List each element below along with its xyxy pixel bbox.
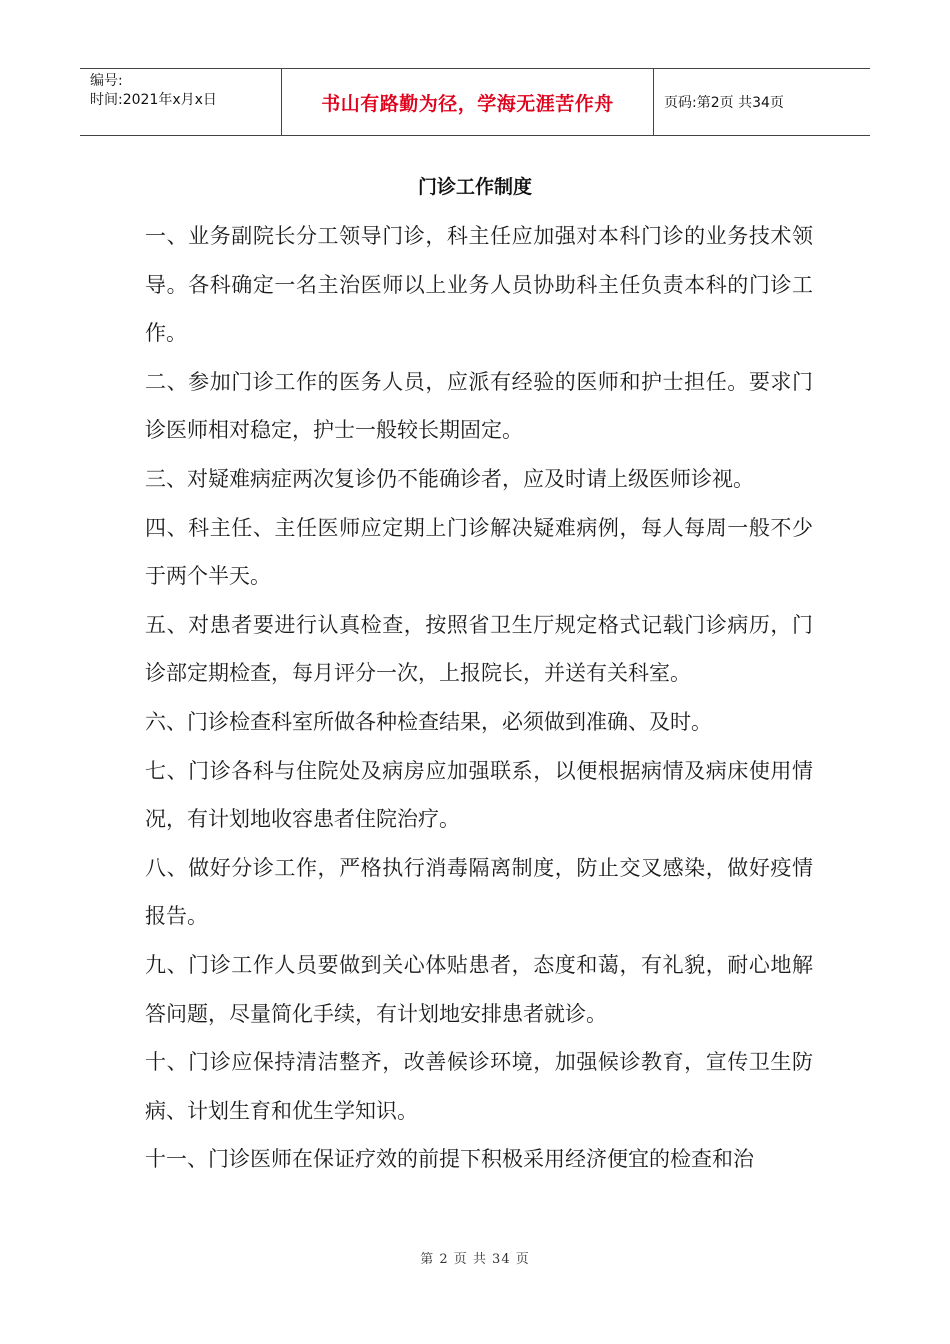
header-motto: 书山有路勤为径，学海无涯苦作舟 — [282, 69, 654, 135]
page-footer: 第 2 页 共 34 页 — [420, 1252, 530, 1267]
document-date-label: 时间:2021年x月x日 — [90, 92, 217, 108]
document-header — [80, 68, 870, 136]
paragraph: 七、门诊各科与住院处及病房应加强联系，以便根据病情及病床使用情况，有计划地收容患者住院治疗。 — [145, 758, 813, 832]
paragraph: 六、门诊检查科室所做各种检查结果，必须做到准确、及时。 — [145, 709, 712, 734]
paragraph: 九、门诊工作人员要做到关心体贴患者，态度和蔼，有礼貌，耐心地解答问题，尽量简化手续，有计划地安排患者就诊。 — [145, 952, 813, 1026]
paragraph: 八、做好分诊工作，严格执行消毒隔离制度，防止交叉感染，做好疫情报告。 — [145, 855, 813, 929]
paragraph: 五、对患者要进行认真检查，按照省卫生厅规定格式记载门诊病历，门诊部定期检查，每月评分一次，上报院长，并送有关科室。 — [145, 612, 813, 686]
paragraph: 二、参加门诊工作的医务人员，应派有经验的医师和护士担任。要求门诊医师相对稳定，护士一般较长期固定。 — [145, 369, 813, 443]
document-number-label: 编号: — [90, 73, 123, 89]
document-title: 门诊工作制度 — [417, 176, 532, 198]
paragraph: 四、科主任、主任医师应定期上门诊解决疑难病例，每人每周一般不少于两个半天。 — [145, 515, 813, 589]
paragraph: 三、对疑难病症两次复诊仍不能确诊者，应及时请上级医师诊视。 — [145, 466, 754, 491]
header-meta — [80, 69, 282, 135]
paragraph: 一、业务副院长分工领导门诊，科主任应加强对本科门诊的业务技术领导。各科确定一名主治医师以上业务人员协助科主任负责本科的门诊工作。 — [145, 224, 813, 346]
header-page-info: 页码:第2页 共34页 — [664, 95, 784, 111]
paragraph: 十、门诊应保持清洁整齐，改善候诊环境，加强候诊教育，宣传卫生防病、计划生育和优生学知识。 — [145, 1050, 813, 1123]
document-body — [145, 212, 813, 1184]
paragraph: 十一、门诊医师在保证疗效的前提下积极采用经济便宜的检查和治 — [145, 1147, 754, 1172]
